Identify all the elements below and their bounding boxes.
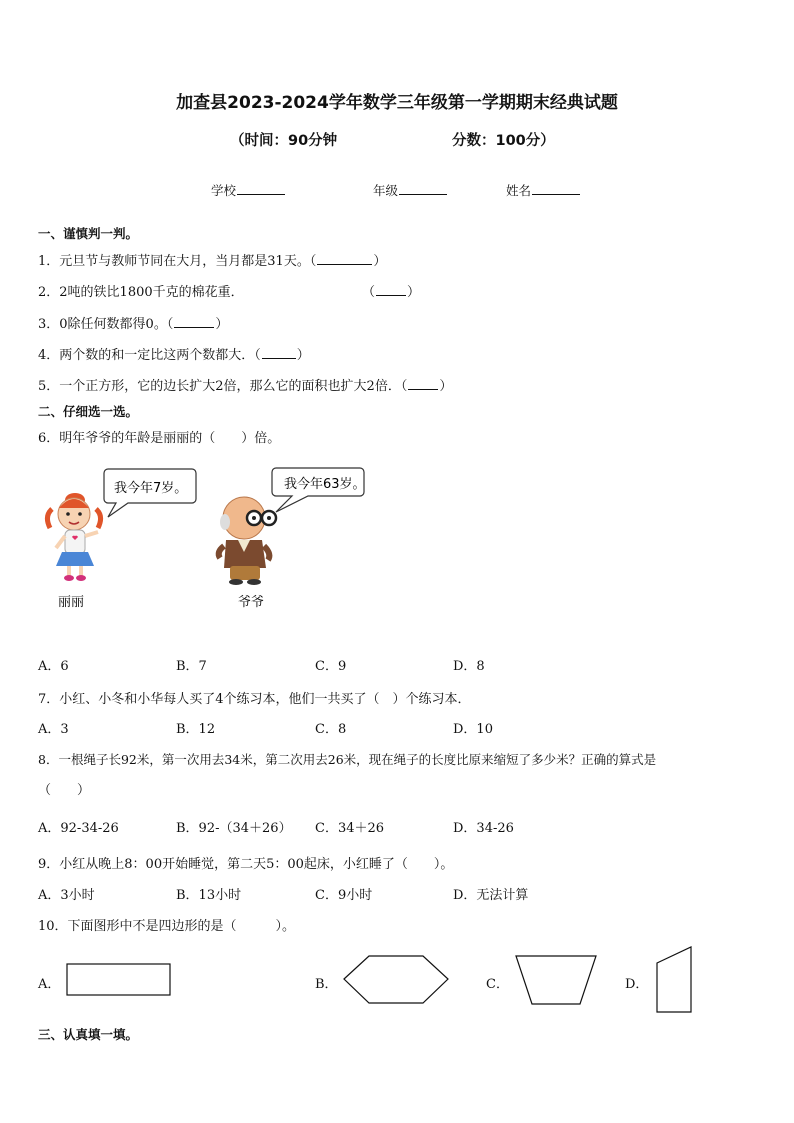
q6-option-b[interactable]: B．7 xyxy=(176,659,207,674)
school-field[interactable] xyxy=(211,181,286,199)
question-5: 5．一个正方形，它的边长扩大2倍，那么它的面积也扩大2倍．（ ） xyxy=(38,379,453,394)
question-1: 1．元旦节与教师节同在大月，当月都是31天。（ ） xyxy=(38,254,387,269)
q8-option-b[interactable]: B．92-（34＋26） xyxy=(176,821,292,836)
question-6: 6．明年爷爷的年龄是丽丽的（ ）倍。 xyxy=(38,431,281,446)
q6-option-c[interactable]: C．9 xyxy=(315,659,347,674)
question-8-paren[interactable]: （ ） xyxy=(38,783,91,798)
q7-option-b[interactable]: B．12 xyxy=(176,722,216,737)
trapezoid-shape xyxy=(514,954,598,1006)
q7-option-c[interactable]: C．8 xyxy=(315,722,347,737)
question-2: 2．2吨的铁比1800千克的棉花重． xyxy=(38,285,244,300)
q6-option-a[interactable]: A．6 xyxy=(38,659,69,674)
q10-option-b[interactable]: B． xyxy=(315,977,338,992)
question-9: 9．小红从晚上8：00开始睡觉，第二天5：00起床，小红睡了（ ）。 xyxy=(38,857,454,872)
hexagon-shape xyxy=(342,954,450,1006)
right-trapezoid-shape xyxy=(655,945,695,1015)
grandpa-name-caption: 爷爷 xyxy=(238,595,265,610)
q9-option-c[interactable]: C．9小时 xyxy=(315,888,373,903)
question-6-illustration xyxy=(38,456,383,616)
q7-option-a[interactable]: A．3 xyxy=(38,722,69,737)
question-4: 4．两个数的和一定比这两个数都大．（ ） xyxy=(38,348,310,363)
section-2-heading: 二、仔细选一选。 xyxy=(38,404,139,419)
exam-time: （时间：90分钟 xyxy=(230,133,338,149)
question-2-answer[interactable]: （ ） xyxy=(362,285,421,300)
q9-option-d[interactable]: D．无法计算 xyxy=(453,888,529,903)
q8-option-d[interactable]: D．34-26 xyxy=(453,821,514,836)
section-3-heading: 三、认真填一填。 xyxy=(38,1027,139,1042)
school-label: 学校 xyxy=(211,183,237,198)
q10-option-a[interactable]: A． xyxy=(38,977,61,992)
grandpa-figure xyxy=(219,497,276,585)
name-label: 姓名 xyxy=(506,183,532,198)
q10-option-c[interactable]: C． xyxy=(486,977,509,992)
grade-label: 年级 xyxy=(373,183,399,198)
question-7: 7．小红、小冬和小华每人买了4个练习本，他们一共买了（ ）个练习本． xyxy=(38,692,471,707)
q7-option-d[interactable]: D．10 xyxy=(453,722,493,737)
question-3: 3．0除任何数都得0。（ ） xyxy=(38,317,229,332)
question-10: 10．下面图形中不是四边形的是（ ）。 xyxy=(38,919,296,934)
name-field[interactable] xyxy=(506,181,581,199)
q8-option-c[interactable]: C．34＋26 xyxy=(315,821,385,836)
exam-score: 分数：100分） xyxy=(452,133,555,149)
girl-name-caption: 丽丽 xyxy=(58,595,85,610)
grandpa-speech-text: 我今年63岁。 xyxy=(284,477,366,492)
q9-option-b[interactable]: B．13小时 xyxy=(176,888,242,903)
exam-title: 加查县2023-2024学年数学三年级第一学期期末经典试题 xyxy=(176,93,618,113)
section-1-heading: 一、谨慎判一判。 xyxy=(38,226,139,241)
q10-option-d[interactable]: D． xyxy=(625,977,649,992)
rectangle-shape xyxy=(66,963,172,997)
girl-lili-figure xyxy=(47,493,100,581)
girl-speech-text: 我今年7岁。 xyxy=(114,481,188,496)
grade-field[interactable] xyxy=(373,181,448,199)
q8-option-a[interactable]: A．92-34-26 xyxy=(38,821,119,836)
q6-option-d[interactable]: D．8 xyxy=(453,659,485,674)
q9-option-a[interactable]: A．3小时 xyxy=(38,888,95,903)
question-8: 8．一根绳子长92米，第一次用去34米，第二次用去26米，现在绳子的长度比原来缩短了多少米？正确的算式是 xyxy=(38,752,657,767)
